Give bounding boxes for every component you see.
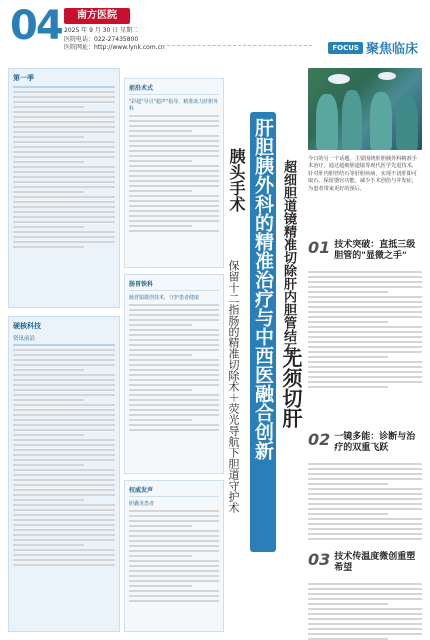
subhead-02-title: 一镜多能：诊断与治疗的双重飞跃 xyxy=(334,432,416,453)
mid-box-1-sub: "彩超"导引"超声"指导、精准助力肝胆外科 xyxy=(129,99,219,112)
mid-box-2-sub: 肠胃镜微创技术，守护患者健康 xyxy=(129,295,200,301)
right-column xyxy=(308,68,422,634)
headline-sub-4: 无须切肝 xyxy=(279,348,303,428)
mid-box-3 xyxy=(124,480,224,632)
masthead-divider xyxy=(162,45,312,46)
mid-box-3-heading: 权威发声 xyxy=(129,485,219,497)
mid-box-1-heading: 前沿术式 xyxy=(129,83,219,95)
masthead xyxy=(0,0,430,66)
headline-sub-2: 保留十二指肠的精准切除术＋荧光导航下胆道守护术 xyxy=(227,260,240,513)
section-02-body xyxy=(308,460,422,543)
page-number: 04 xyxy=(10,3,62,49)
sidebar-box-1-heading: 第一季 xyxy=(13,74,34,82)
section-banner xyxy=(328,38,418,57)
mid-box-2-heading: 肠胃铁科 xyxy=(129,279,219,291)
phone-line: 医院电话：022-27435800 xyxy=(64,35,139,43)
section-01-body xyxy=(308,268,422,391)
web-line: 医院网址：http://www.lynk.com.cn xyxy=(64,44,165,51)
sidebar-box-2 xyxy=(8,316,120,632)
headline-area xyxy=(226,100,306,570)
newspaper-logo: 南方医院 xyxy=(64,8,130,24)
headline-sub-3: 超细胆道镜精准切除肝内胆管结石 xyxy=(281,160,296,355)
sidebar-box-2-sub: 资讯前沿 xyxy=(13,336,36,342)
intro-paragraph: 今日的另一个话题，主要围绕肝胆胰外科精准手术治疗，通过超细胆道镜等现代医学先进技术，针对肝内胆管结石等肝胆疾病，实现不切肝即可取石、保留器官功能，减少手术创伤与并发症，为患者带来更好的预后。 xyxy=(308,156,417,192)
headline-sub-1: 胰头手术 xyxy=(227,148,246,212)
main-headline: 肝胆胰外科的精准治疗与中西医融合创新 xyxy=(252,118,274,460)
mid-box-2 xyxy=(124,274,224,474)
date-line: 2025 年 9 月 30 日 星期二 xyxy=(64,27,139,34)
sidebar-box-1 xyxy=(8,68,120,308)
mid-box-3-sub: 胆囊炎患者 xyxy=(129,501,155,507)
section-03-body xyxy=(308,580,422,640)
subhead-03-title: 技术传温度微创重塑希望 xyxy=(334,552,416,573)
sidebar-box-2-heading: 硬核科技 xyxy=(13,322,41,330)
masthead-meta xyxy=(64,27,165,53)
subhead-01-number: 01 xyxy=(308,238,331,257)
focus-label: FOCUS xyxy=(328,42,363,54)
subhead-02 xyxy=(308,432,422,454)
subhead-02-number: 02 xyxy=(308,430,331,449)
subhead-01-title: 技术突破：直抵三级胆管的"显微之手" xyxy=(334,240,416,261)
mid-box-1 xyxy=(124,78,224,268)
middle-column xyxy=(124,68,224,634)
subhead-03-number: 03 xyxy=(308,550,331,569)
subhead-03 xyxy=(308,552,422,574)
left-sidebar xyxy=(8,68,120,634)
subhead-01 xyxy=(308,240,422,262)
section-title: 聚焦临床 xyxy=(365,42,418,57)
surgery-photo xyxy=(308,68,422,150)
